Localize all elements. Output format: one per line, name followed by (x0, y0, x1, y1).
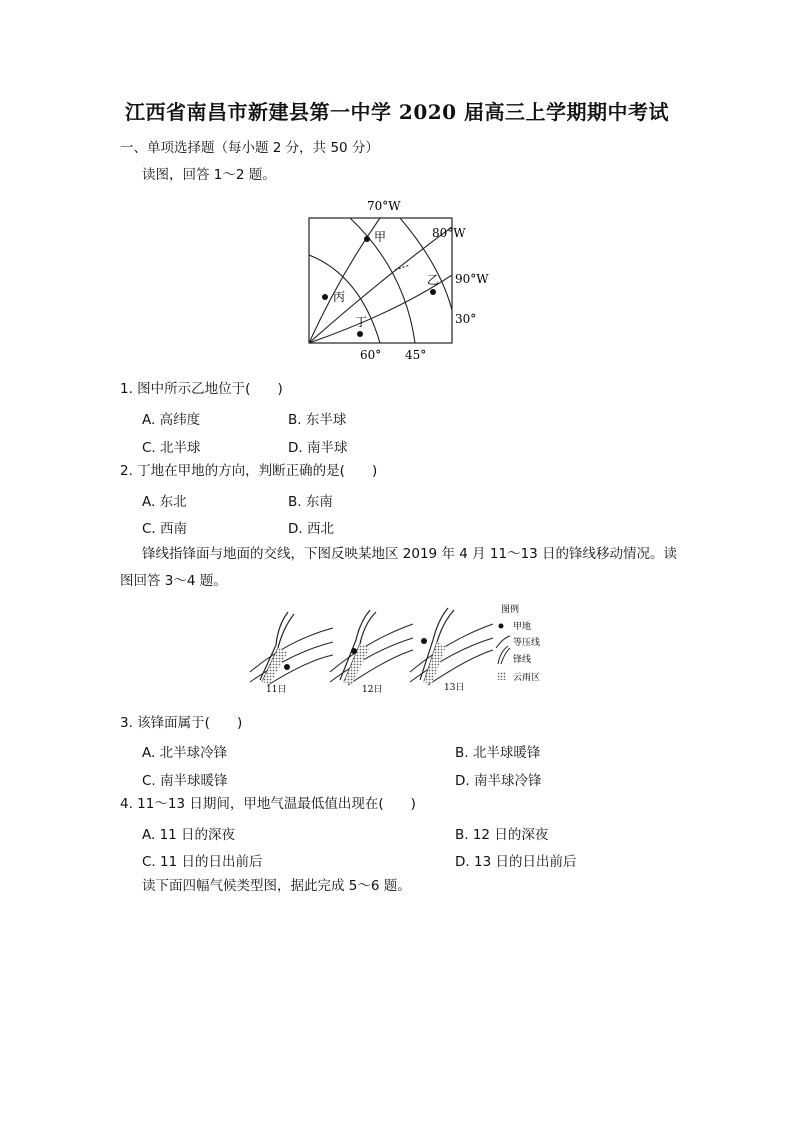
intro-q3-4-line2: 图回答 3～4 题。 (120, 573, 227, 589)
label-12: 12日 (362, 685, 383, 695)
q1-stem: 1. 图中所示乙地位于( ) (120, 381, 283, 397)
q3-option-c[interactable]: C. 南半球暖锋 (142, 773, 228, 789)
label-60: 60° (360, 348, 382, 362)
q4-stem: 4. 11～13 日期间，甲地气温最低值出现在( ) (120, 796, 416, 812)
q1-option-d[interactable]: D. 南半球 (288, 440, 348, 456)
intro-q3-4-line1: 锋线指锋面与地面的交线，下图反映某地区 2019 年 4 月 11～13 日的锋线移动情况。读 (142, 546, 678, 562)
label-ding: 丁 (355, 315, 368, 329)
q3-stem: 3. 该锋面属于( ) (120, 715, 243, 731)
label-yi: 乙 (427, 273, 440, 287)
q1-option-c[interactable]: C. 北半球 (142, 440, 201, 456)
q2-option-b[interactable]: B. 东南 (288, 494, 333, 510)
meridian-70w (309, 218, 380, 343)
legend-front-icon (498, 646, 510, 664)
q3-option-b[interactable]: B. 北半球暖锋 (455, 745, 541, 761)
label-90w: 90°W (455, 272, 489, 286)
legend-title: 图例 (501, 605, 520, 615)
point-yi (430, 289, 436, 295)
point-bing (322, 294, 328, 300)
label-45: 45° (405, 348, 427, 362)
point-ding (357, 331, 363, 337)
label-bing: 丙 (333, 290, 346, 304)
page-title: 江西省南昌市新建县第一中学 2020 届高三上学期期中考试 (124, 100, 670, 124)
q4-option-c[interactable]: C. 11 日的日出前后 (142, 854, 263, 870)
panel-12-point (351, 648, 357, 654)
q2-stem: 2. 丁地在甲地的方向，判断正确的是( ) (120, 463, 378, 479)
label-80w: 80°W (432, 226, 466, 240)
legend-front: 锋线 (513, 655, 532, 665)
intro-q1-2: 读图，回答 1～2 题。 (142, 167, 276, 183)
q2-option-d[interactable]: D. 西北 (288, 521, 334, 537)
q3-option-a[interactable]: A. 北半球冷锋 (142, 745, 228, 761)
panel-13 (410, 608, 493, 685)
legend-point-icon (499, 624, 504, 629)
panel-12 (330, 610, 413, 685)
panel-11 (250, 612, 333, 685)
q4-option-a[interactable]: A. 11 日的深夜 (142, 827, 236, 843)
panel-13-point (421, 638, 427, 644)
legend-isobar: 等压线 (513, 638, 541, 648)
q1-option-b[interactable]: B. 东半球 (288, 412, 347, 428)
q3-option-d[interactable]: D. 南半球冷锋 (455, 773, 542, 789)
legend-rain-icon (498, 672, 506, 680)
q1-option-a[interactable]: A. 高纬度 (142, 412, 201, 428)
label-70w: 70°W (367, 199, 401, 213)
label-30: 30° (455, 312, 477, 326)
panel-11-point (284, 664, 290, 670)
latitude-longitude-map (300, 195, 500, 367)
q4-option-b[interactable]: B. 12 日的深夜 (455, 827, 549, 843)
label-jia: 甲 (374, 230, 387, 244)
q4-option-d[interactable]: D. 13 日的日出前后 (455, 854, 577, 870)
intro-q5-6: 读下面四幅气候类型图，据此完成 5～6 题。 (142, 878, 411, 894)
front-movement-figure (248, 600, 548, 696)
label-11: 11日 (266, 685, 287, 695)
legend-jia: 甲地 (513, 622, 532, 632)
q2-option-a[interactable]: A. 东北 (142, 494, 187, 510)
q2-option-c[interactable]: C. 西南 (142, 521, 188, 537)
point-jia (364, 236, 370, 242)
section-heading: 一、单项选择题（每小题 2 分，共 50 分） (120, 140, 379, 156)
legend-rain: 云雨区 (513, 673, 541, 683)
label-13: 13日 (444, 683, 465, 693)
